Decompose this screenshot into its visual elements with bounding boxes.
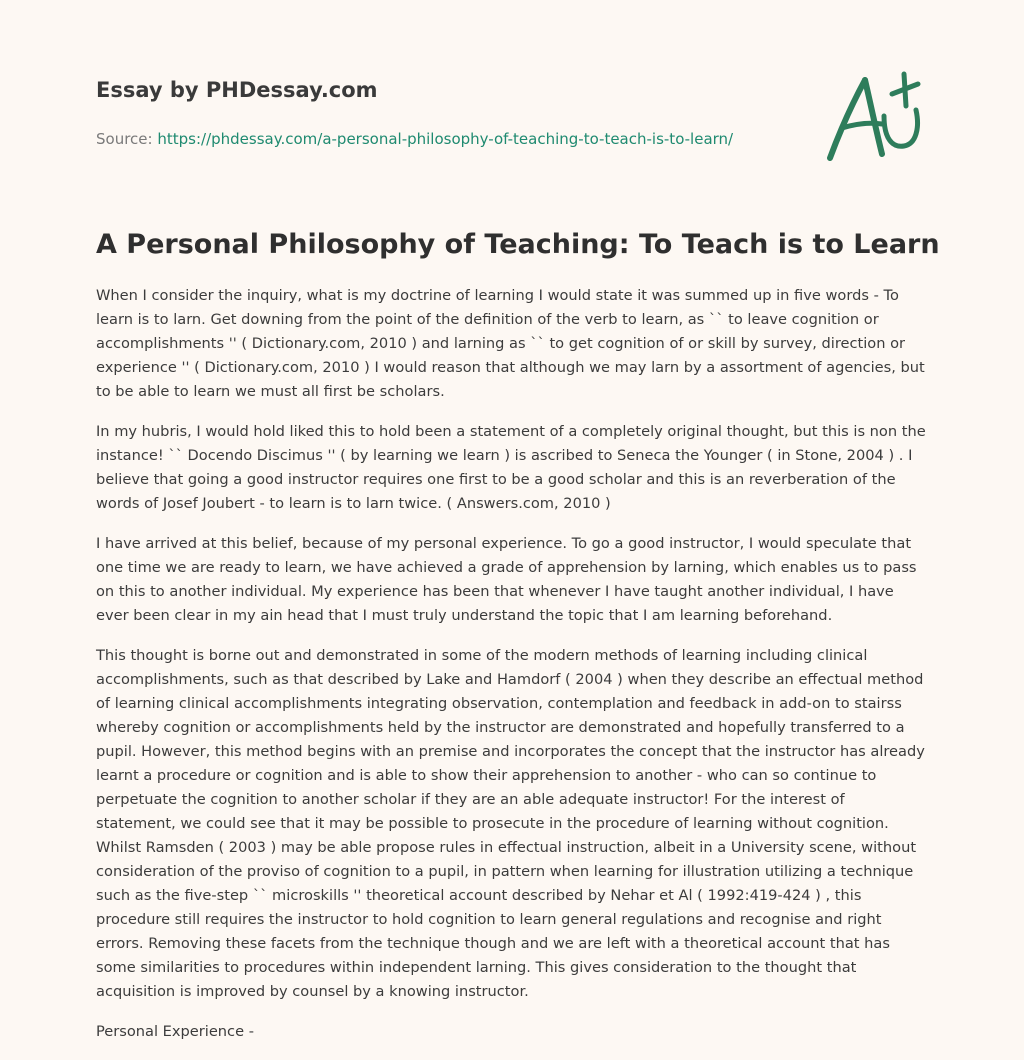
essay-header	[96, 76, 796, 149]
essay-paragraph: I have arrived at this belief, because of my personal experience. To go a good instructor, I would speculate that one time we are ready to learn, we have achieved a grade of apprehension by larning, which enables us to pass on this to another individual. My experience has been that whenever I have taught another individual, I have ever been clear in my ain head that I must truly understand the topic that I am learning beforehand.	[96, 535, 917, 624]
essay-paragraph: In my hubris, I would hold liked this to hold been a statement of a completely original thought, but this is non the instance! `` Docendo Discimus '' ( by learning we learn ) is ascribed to Seneca the Younger ( in Stone, 2004 ) . I believe that going a good instructor requires one first to be a good scholar and this is an reverberation of the words of Josef Joubert - to learn is to larn twice. ( Answers.com, 2010 )	[96, 423, 926, 512]
source-link[interactable]: https://phdessay.com/a-personal-philosophy-of-teaching-to-teach-is-to-learn/	[157, 130, 734, 148]
source-line	[96, 129, 796, 149]
essay-paragraph: This thought is borne out and demonstrated in some of the modern methods of learning including clinical accomplishments, such as that described by Lake and Hamdorf ( 2004 ) when they describe an effectual method of learning clinical accomplishments integrating observation, contemplation and feedback in add-on to stairss whereby cognition or accomplishments held by the instructor are demonstrated and hopefully transferred to a pupil. However, this method begins with an premise and incorporates the concept that the instructor has already learnt a procedure or cognition and is able to show their apprehension to another - who can so continue to perpetuate the cognition to another scholar if they are an able adequate instructor! For the interest of statement, we could see that it may be possible to prosecute in the procedure of learning without cognition. Whilst Ramsden ( 2003 ) may be able propose rules in effectual instruction, albeit in a University scene, without consideration of the proviso of cognition to a pupil, in pattern when learning for illustration utilizing a technique such as the five-step `` microskills '' theoretical account described by Nehar et Al ( 1992:419-424 ) , this procedure still requires the instructor to hold cognition to learn general regulations and recognise and right errors. Removing these facets from the technique though and we are left with a theoretical account that has some similarities to procedures within independent larning. This gives consideration to the thought that acquisition is improved by counsel by a knowing instructor.	[96, 647, 925, 1000]
a-plus-logo-svg	[820, 66, 930, 166]
essay-section-heading: Personal Experience -	[96, 1023, 254, 1040]
a-plus-logo-icon	[820, 66, 930, 166]
site-brand: Essay by PHDessay.com	[96, 78, 378, 102]
essay-paragraph: When I consider the inquiry, what is my doctrine of learning I would state it was summed up in five words - To learn is to larn. Get downing from the point of the definition of the verb to learn, as `` to leave cognition or accomplishments '' ( Dictionary.com, 2010 ) and larning as `` to get cognition of or skill by survey, direction or experience '' ( Dictionary.com, 2010 ) I would reason that although we may larn by a assortment of agencies, but to be able to learn we must all first be scholars.	[96, 287, 925, 400]
source-label: Source:	[96, 130, 153, 148]
essay-title: A Personal Philosophy of Teaching: To Teach is to Learn	[96, 229, 940, 260]
essay-body	[96, 284, 928, 1060]
